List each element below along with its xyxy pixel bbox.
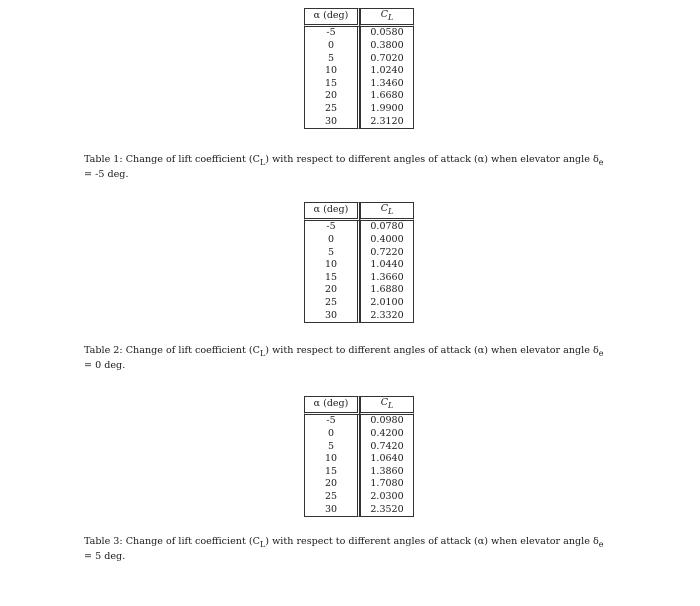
alpha-header: α (deg) <box>304 396 360 415</box>
alpha-header: α (deg) <box>304 8 360 27</box>
alpha-header: α (deg) <box>304 202 360 221</box>
table-row: 20 1.6680 <box>304 90 414 103</box>
table-row: 25 2.0300 <box>304 491 414 504</box>
table-row: -5 0.0780 <box>304 221 414 234</box>
table-row: 30 2.3520 <box>304 504 414 518</box>
table-header-row <box>304 396 414 415</box>
table-row: 20 1.7080 <box>304 478 414 491</box>
table-row: 20 1.6880 <box>304 284 414 297</box>
lift-coefficient-table-1 <box>304 8 414 129</box>
table-row: -5 0.0980 <box>304 415 414 428</box>
table-row: 5 0.7420 <box>304 441 414 454</box>
table-1 <box>304 8 414 129</box>
table-row: 10 1.0640 <box>304 453 414 466</box>
table-row: -5 0.0580 <box>304 27 414 40</box>
table-1-caption: Table 1: Change of lift coefficient $(C_L)$ with respect to different angles of attack (α) when elevator angle $\delta_e$ = -5 deg. <box>84 154 604 181</box>
table-row: 0 0.4200 <box>304 428 414 441</box>
table-row: 0 0.3800 <box>304 40 414 53</box>
table-row: 5 0.7220 <box>304 247 414 260</box>
table-row: 10 1.0240 <box>304 65 414 78</box>
table-header-row <box>304 8 414 27</box>
table-header-row <box>304 202 414 221</box>
table-row: 15 1.3660 <box>304 272 414 285</box>
table-2 <box>304 202 414 323</box>
table-row: 25 2.0100 <box>304 297 414 310</box>
table-3-caption: Table 3: Change of lift coefficient $(C_L)$ with respect to different angles of attack (α) when elevator angle $\delta_e$ = 5 deg. <box>84 536 604 563</box>
cl-header: $C_L$ <box>360 396 414 415</box>
cl-header: $C_L$ <box>360 8 414 27</box>
table-3 <box>304 396 414 517</box>
lift-coefficient-table-3 <box>304 396 414 517</box>
table-row: 5 0.7020 <box>304 53 414 66</box>
table-row: 15 1.3460 <box>304 78 414 91</box>
table-row: 25 1.9900 <box>304 103 414 116</box>
lift-coefficient-table-2 <box>304 202 414 323</box>
table-2-caption: Table 2: Change of lift coefficient $(C_L)$ with respect to different angles of attack (α) when elevator angle $\delta_e$ = 0 deg. <box>84 345 604 372</box>
table-row: 0 0.4000 <box>304 234 414 247</box>
table-row: 15 1.3860 <box>304 466 414 479</box>
table-row: 30 2.3320 <box>304 310 414 324</box>
cl-header: $C_L$ <box>360 202 414 221</box>
table-row: 10 1.0440 <box>304 259 414 272</box>
table-row: 30 2.3120 <box>304 116 414 130</box>
